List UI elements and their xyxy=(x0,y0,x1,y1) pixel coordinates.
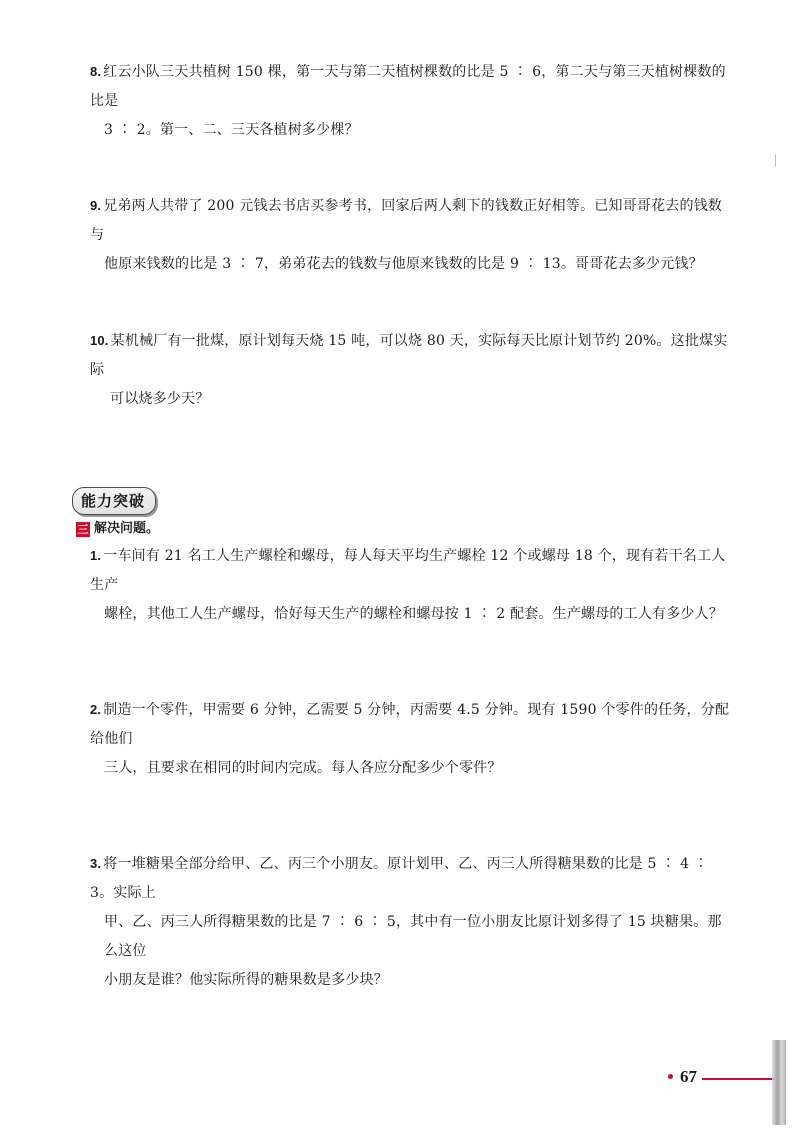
problem-number: 8. xyxy=(90,64,102,79)
problem-number: 3. xyxy=(90,856,102,871)
problem-3-line-1 xyxy=(90,849,730,908)
subheading-label: 解决问题。 xyxy=(94,521,160,536)
problem-3 xyxy=(90,849,730,995)
problem-number: 1. xyxy=(90,548,102,563)
problem-text: 某机械厂有一批煤，原计划每天烧 15 吨，可以烧 80 天，实际每天比原计划节约 20%。这批煤实际 xyxy=(90,333,728,378)
problem-text: 兄弟两人共带了 200 元钱去书店买参考书，回家后两人剩下的钱数正好相等。已知哥哥花去的钱数与 xyxy=(90,198,723,243)
problem-number: 9. xyxy=(90,198,102,213)
problem-text: 将一堆糖果全部分给甲、乙、丙三个小朋友。原计划甲、乙、丙三人所得糖果数的比是 5 ∶ 4 ∶ 3。实际上 xyxy=(90,856,709,901)
problem-3-line-2: 甲、乙、丙三人所得糖果数的比是 7 ∶ 6 ∶ 5，其中有一位小朋友比原计划多得了 15 块糖果。那么这位 xyxy=(104,914,722,959)
problem-2-line-2: 三人，且要求在相同的时间内完成。每人各应分配多少个零件？ xyxy=(104,760,502,776)
problem-10-line-1 xyxy=(90,326,730,385)
problem-8 xyxy=(90,57,730,145)
problem-9-line-1 xyxy=(90,191,730,250)
problem-2 xyxy=(90,695,730,783)
section-title: 能力突破 xyxy=(72,487,156,515)
problem-3-line-3: 小朋友是谁？他实际所得的糖果数是多少块？ xyxy=(104,972,388,988)
problem-text: 红云小队三天共植树 150 棵，第一天与第二天植树棵数的比是 5 ∶ 6，第二天与第三天植树棵数的比是 xyxy=(90,64,726,109)
problem-9 xyxy=(90,191,730,279)
page-footer xyxy=(668,1063,778,1093)
problem-number: 2. xyxy=(90,702,102,717)
subheading-mark: 三 xyxy=(77,522,89,536)
problem-10 xyxy=(90,326,730,414)
page-number: 67 xyxy=(680,1067,697,1086)
page-edge-shadow xyxy=(772,1040,786,1125)
problem-text: 一车间有 21 名工人生产螺栓和螺母，每人每天平均生产螺栓 12 个或螺母 18 个，现有若干名工人生产 xyxy=(90,548,726,593)
problem-number: 10. xyxy=(90,333,109,348)
margin-mark xyxy=(775,155,776,167)
problem-8-line-1 xyxy=(90,57,730,116)
problem-10-line-2: 可以烧多少天？ xyxy=(110,391,210,407)
problem-9-line-2: 他原来钱数的比是 3 ∶ 7，弟弟花去的钱数与他原来钱数的比是 9 ∶ 13。哥哥花去多少元钱？ xyxy=(104,256,703,272)
problem-1-line-1 xyxy=(90,541,730,600)
footer-rule xyxy=(702,1078,774,1080)
footer-dot-icon xyxy=(668,1074,673,1079)
problem-1-line-2: 螺栓，其他工人生产螺母，恰好每天生产的螺栓和螺母按 1 ∶ 2 配套。生产螺母的工人有多少人？ xyxy=(104,606,724,622)
subheading xyxy=(76,519,159,539)
problem-2-line-1 xyxy=(90,695,730,754)
problem-1 xyxy=(90,541,730,629)
problem-8-line-2: 3 ∶ 2。第一、二、三天各植树多少棵？ xyxy=(104,122,359,138)
problem-text: 制造一个零件，甲需要 6 分钟，乙需要 5 分钟，丙需要 4.5 分钟。现有 1590 个零件的任务，分配给他们 xyxy=(90,702,730,747)
